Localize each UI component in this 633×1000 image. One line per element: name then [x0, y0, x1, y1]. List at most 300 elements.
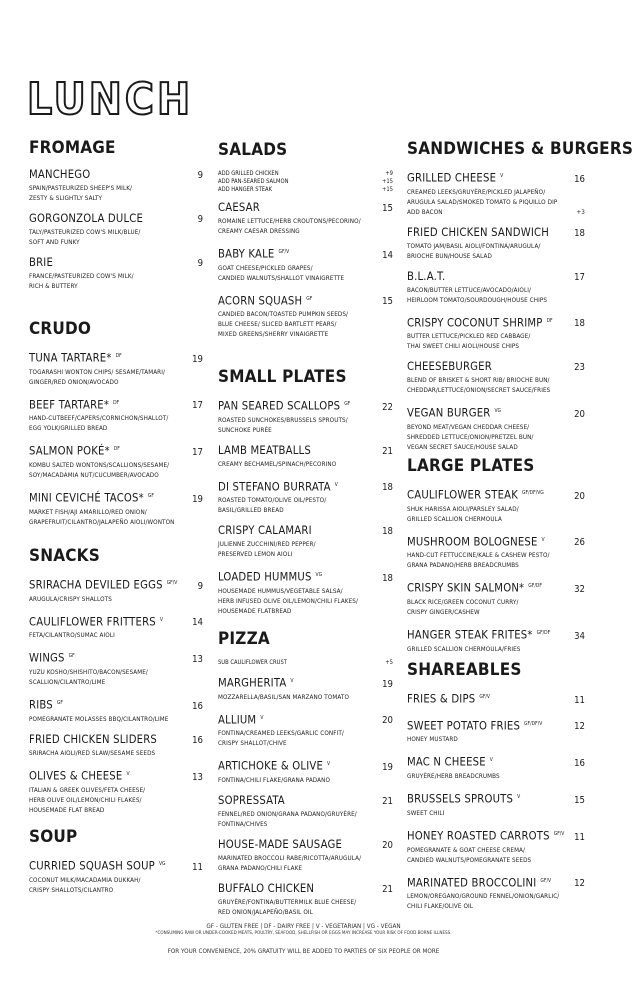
- menu-item: [407, 226, 585, 261]
- addon-price: +15: [381, 179, 393, 185]
- item-line: [29, 649, 203, 667]
- item-desc-line: HOUSEMADE HUMMUS/VEGETABLE SALSA/: [218, 588, 343, 596]
- item-price: 11: [574, 694, 585, 706]
- item-line: [29, 168, 203, 183]
- addon-list: [218, 659, 393, 667]
- item-desc-line: COCONUT MILK/MACADAMIA DUKKAH/: [29, 876, 141, 884]
- section-heading: SOUP: [29, 827, 78, 847]
- item-name-text: PAN SEARED SCALLOPS: [218, 399, 341, 413]
- item-line: [29, 212, 203, 227]
- item-line: [218, 568, 393, 586]
- item-desc-line: GINGER/RED ONION/AVOCADO: [29, 378, 119, 386]
- item-desc-line: ROMAINE LETTUCE/HERB CROUTONS/PECORINO/: [218, 218, 361, 225]
- item-desc-line: SWEET CHILI: [407, 809, 445, 817]
- item-desc-line: ITALIAN & GREEK OLIVES/FETA CHEESE/: [29, 786, 146, 794]
- menu-title: LUNCH: [27, 74, 194, 125]
- menu-item: [218, 838, 393, 873]
- item-price: 21: [382, 796, 393, 808]
- item-price: 18: [382, 573, 393, 585]
- item-price: 23: [574, 362, 585, 374]
- item-name: [407, 827, 564, 844]
- item-desc-line: BACON/BUTTER LETTUCE/AVOCADO/AIOLI/: [407, 286, 531, 294]
- item-name: [407, 314, 553, 331]
- menu-item: [29, 256, 203, 291]
- menu-item: [218, 882, 393, 917]
- addon-label: SUB CAULIFLOWER CRUST: [218, 660, 287, 666]
- dietary-legend: GF - GLUTEN FREE | DF - DAIRY FREE | V - VEGETARIAN | VG - VEGAN: [206, 923, 401, 930]
- menu-item: [407, 314, 585, 352]
- item-desc-line: VEGAN SECRET SAUCE/HOUSE SALAD: [407, 444, 518, 452]
- menu-item: [29, 442, 203, 480]
- menu-item: [407, 169, 585, 217]
- item-desc-line: HAND-CUT FETTUCCINE/KALE & CASHEW PESTO/: [407, 552, 550, 560]
- item-desc-line: ROASTED SUNCHOKES/BRUSSELS SPROUTS/: [218, 416, 348, 424]
- menu-item: [407, 270, 585, 305]
- section-pizza: [218, 629, 393, 926]
- section-heading: LARGE PLATES: [407, 456, 535, 476]
- item-line: [29, 733, 203, 748]
- item-line: [29, 489, 203, 507]
- item-desc-line: THAI SWEET CHILI AIOLI/HOUSE CHIPS: [407, 343, 520, 351]
- item-price: 20: [574, 490, 585, 502]
- item-name: [29, 733, 157, 747]
- item-desc-line: CHILI FLAKE/OLIVE OIL: [407, 903, 474, 911]
- item-desc-line: MARKET FISH/AJI AMARILLO/RED ONION/: [29, 508, 147, 516]
- item-desc-line: CRISPY GINGER/CASHEW: [407, 609, 480, 617]
- item-desc-line: CANDIED BACON/TOASTED PUMPKIN SEEDS/: [218, 311, 349, 319]
- dietary-tag: VG: [158, 861, 166, 867]
- item-desc-line: GOAT CHEESE/PICKLED GRAPES/: [218, 264, 313, 272]
- dietary-tag: GF: [306, 295, 313, 302]
- item-name-text: MUSHROOM BOLOGNESE: [407, 535, 538, 549]
- dietary-tag: V: [541, 536, 545, 543]
- item-price: 19: [192, 493, 203, 505]
- menu-item: [29, 349, 203, 387]
- menu-item: [407, 404, 585, 452]
- menu-item: [29, 733, 203, 758]
- item-name: [407, 360, 492, 374]
- item-desc-line: SHREDDED LETTUCE/ONION/PRETZEL BUN/: [407, 434, 534, 442]
- menu-item: [218, 568, 393, 616]
- menu-item: [218, 292, 393, 340]
- extra-price: +3: [576, 208, 585, 216]
- item-name: [218, 524, 312, 538]
- item-price: 32: [574, 584, 585, 596]
- item-name: [407, 717, 542, 734]
- item-name-text: GRILLED CHEESE: [407, 171, 497, 185]
- item-line: [218, 882, 393, 897]
- item-name: [218, 838, 342, 852]
- dietary-tag: GF: [56, 700, 63, 707]
- item-name-text: BUFFALO CHICKEN: [218, 882, 315, 896]
- item-name-text: CAULIFLOWER FRITTERS: [29, 615, 156, 629]
- menu-item: [29, 212, 203, 247]
- item-name-text: BRUSSELS SPROUTS: [407, 792, 514, 806]
- item-name: [29, 857, 166, 874]
- item-name-text: HANGER STEAK FRITES*: [407, 628, 533, 642]
- section-heading: SHAREABLES: [407, 660, 522, 680]
- item-line: [407, 690, 585, 708]
- item-desc-line: POMEGRANATE & GOAT CHEESE CREMA/: [407, 846, 526, 854]
- item-desc-line: HONEY MUSTARD: [407, 736, 458, 744]
- dietary-tag: GF/V: [540, 877, 552, 884]
- item-name-text: TUNA TARTARE*: [29, 351, 112, 365]
- item-name-text: MARINATED BROCCOLINI: [407, 876, 537, 890]
- item-name: [218, 444, 311, 458]
- item-line: [218, 201, 393, 216]
- item-desc-line: BUTTER LETTUCE/PICKLED RED CABBAGE/: [407, 333, 531, 341]
- dietary-tag: V: [334, 481, 338, 488]
- menu-item: [29, 613, 203, 641]
- item-desc-line: FONTINA/CREAMED LEEKS/GARLIC CONFIT/: [218, 730, 344, 738]
- item-desc-line: TALY/PASTEURIZED COW'S MILK/BLUE/: [29, 229, 141, 236]
- menu-item: [29, 767, 203, 815]
- item-desc-line: FONTINA/CHILI FLAKE/GRANA PADANO: [218, 777, 331, 785]
- dietary-tag: VG: [494, 408, 502, 415]
- menu-item: [407, 790, 585, 818]
- item-price: 26: [574, 537, 585, 549]
- item-price: 13: [192, 771, 203, 783]
- dietary-tag: GF/V: [479, 694, 490, 700]
- item-desc-line: HERB INFUSED OLIVE OIL/LEMON/CHILI FLAKES/: [218, 598, 359, 606]
- item-desc-line: BLACK RICE/GREEN COCONUT CURRY/: [407, 599, 519, 607]
- addon-price: +9: [385, 171, 393, 177]
- item-desc-line: CRISPY SHALLOT/CHIVE: [218, 740, 287, 748]
- item-price: 19: [382, 762, 393, 774]
- item-desc-line: SUNCHOKE PURÉE: [218, 426, 272, 434]
- item-name: [407, 579, 542, 596]
- item-desc-line: PRESERVED LEMON AIOLI: [218, 551, 293, 559]
- section-salads: [218, 140, 393, 348]
- item-desc-line: CRISPY SHALLOTS/CILANTRO: [29, 886, 114, 894]
- item-desc-line: MARINATED BROCCOLI RABE/RICOTTA/ARUGULA/: [218, 855, 362, 863]
- addon-row: [218, 178, 393, 186]
- item-line: [29, 576, 203, 594]
- item-name: [29, 349, 122, 366]
- item-desc-line: GRILLED SCALLION CHERMOULA/FRIES: [407, 645, 521, 653]
- item-price: 12: [574, 878, 585, 890]
- dietary-tag: GF: [344, 401, 351, 407]
- item-line: [29, 613, 203, 631]
- item-price: 15: [574, 794, 585, 806]
- item-price: 13: [192, 654, 203, 666]
- item-price: 9: [197, 580, 203, 592]
- section-small-plates: [218, 367, 393, 625]
- item-name-text: GORGONZOLA DULCE: [29, 212, 144, 225]
- dietary-tag: V: [260, 714, 264, 721]
- item-desc-line: ROASTED TOMATO/OLIVE OIL/PESTO/: [218, 497, 327, 505]
- item-name: [29, 767, 130, 784]
- menu-item: [29, 396, 203, 434]
- menu-item: [218, 794, 393, 829]
- dietary-tag: GF/DF: [528, 583, 542, 590]
- menu-item: [407, 360, 585, 395]
- dietary-tag: V: [500, 173, 504, 179]
- menu-item: [29, 576, 203, 604]
- item-desc-line: FENNEL/RED ONION/GRANA PADANO/GRUYÈRE/: [218, 811, 357, 819]
- item-desc-line: BLEND OF BRISKET & SHORT RIB/ BRIOCHE BUN/: [407, 377, 550, 385]
- item-desc-line: ARUGULA/CRISPY SHALLOTS: [29, 595, 112, 603]
- section-soup: [29, 827, 203, 904]
- menu-item: [218, 444, 393, 469]
- item-name-text: CHEESEBURGER: [407, 360, 492, 374]
- item-desc-line: MOZZARELLA/BASIL/SAN MARZANO TOMATO: [218, 693, 350, 701]
- item-desc-line: FETA/CILANTRO/SUMAC AIOLI: [29, 632, 115, 640]
- item-desc-line: CANDIED WALNUTS/SHALLOT VINAIGRETTE: [218, 274, 345, 282]
- item-desc-line: EGG YOLK/GRILLED BREAD: [29, 425, 108, 433]
- menu-item: [29, 168, 203, 203]
- dietary-tag: VG: [315, 572, 323, 579]
- item-name-text: CRISPY SKIN SALMON*: [407, 582, 525, 596]
- item-desc-line: TOMATO JAM/BASIL AIOLI/FONTINA/ARUGULA/: [407, 242, 541, 250]
- section-heading: SALADS: [218, 140, 288, 160]
- item-name-text: VEGAN BURGER: [407, 407, 491, 421]
- section-shareables: [407, 660, 585, 920]
- item-line: [407, 874, 585, 892]
- item-name-text: MARGHERITA: [218, 676, 287, 690]
- item-name: [218, 882, 314, 896]
- item-line: [218, 245, 393, 263]
- item-price: 17: [574, 271, 585, 283]
- item-price: 34: [574, 630, 585, 642]
- item-desc-line: BEYOND MEAT/VEGAN CHEDDAR CHEESE/: [407, 424, 530, 432]
- dietary-tag: V: [327, 761, 331, 768]
- menu-item: [218, 757, 393, 785]
- item-desc-line: CHEDDAR/LETTUCE/ONION/SECRET SAUCE/FRIES: [407, 387, 551, 395]
- item-line: [407, 486, 585, 504]
- item-line: [407, 226, 585, 241]
- item-line: [218, 292, 393, 310]
- item-line: [29, 442, 203, 460]
- item-name-text: HONEY ROASTED CARROTS: [407, 829, 550, 843]
- item-desc-line: BASIL/GRILLED BREAD: [218, 507, 284, 515]
- item-desc-line: SHUK HARISSA AIOLI/PARSLEY SALAD/: [407, 505, 519, 513]
- item-desc-line: CREAMED LEEKS/GRUYÈRE/PICKLED JALAPEÑO/: [407, 188, 546, 196]
- item-name: [407, 753, 493, 770]
- item-line: [29, 256, 203, 271]
- item-line: [218, 838, 393, 853]
- item-desc-line: FRANCE/PASTEURIZED COW'S MILK/: [29, 273, 134, 280]
- item-name: [407, 626, 550, 643]
- item-name: [218, 478, 338, 495]
- menu-item: [218, 711, 393, 749]
- addon-list: [218, 170, 393, 194]
- menu-item: [218, 478, 393, 516]
- item-desc-line: GRANA PADANO/HERB BREADCRUMBS: [407, 562, 519, 570]
- dietary-tag: GF/DF/V: [524, 720, 543, 727]
- dietary-tag: DF: [115, 353, 122, 359]
- section-heading: SNACKS: [29, 546, 100, 566]
- item-name-text: CAESAR: [218, 201, 260, 214]
- item-desc-line: HOUSEMADE FLAT BREAD: [29, 806, 105, 814]
- item-name: [29, 212, 143, 226]
- item-line: [407, 404, 585, 422]
- menu-item: [218, 201, 393, 236]
- item-desc-line: ARUGULA SALAD/SMOKED TOMATO & PIQUILLO DIP: [407, 198, 558, 206]
- dietary-tag: V: [290, 678, 294, 684]
- item-name-text: DI STEFANO BURRATA: [218, 480, 331, 494]
- section-heading: CRUDO: [29, 319, 92, 339]
- item-line: [407, 360, 585, 375]
- addon-row: [218, 659, 393, 667]
- menu-item: [407, 486, 585, 524]
- menu-item: [407, 717, 585, 745]
- menu-item: [29, 649, 203, 687]
- item-desc-line: HOUSEMADE FLATBREAD: [218, 608, 292, 616]
- item-desc-line: CREAMY CAESAR DRESSING: [218, 228, 300, 235]
- section-heading: SANDWICHES & BURGERS: [407, 139, 633, 159]
- item-name: [29, 576, 177, 593]
- item-name: [407, 404, 501, 421]
- item-desc-line: BRIOCHE BUN/HOUSE SALAD: [407, 252, 492, 260]
- item-line: [407, 533, 585, 551]
- dietary-tag: V: [489, 757, 493, 764]
- addon-row: [218, 186, 393, 194]
- dietary-tag: V: [517, 794, 521, 801]
- dietary-tag: GF/V: [166, 580, 178, 586]
- item-price: 14: [192, 617, 203, 629]
- section-heading: FROMAGE: [29, 138, 116, 158]
- item-line: [407, 314, 585, 332]
- item-name: [218, 568, 322, 585]
- item-desc-line: GRILLED SCALLION CHERMOULA: [407, 515, 502, 523]
- item-line: [29, 857, 203, 875]
- item-name-text: SOPRESSATA: [218, 794, 285, 808]
- menu-item: [407, 579, 585, 617]
- item-name-text: CRISPY CALAMARI: [218, 524, 312, 538]
- addon-row: [218, 170, 393, 178]
- section-heading: SMALL PLATES: [218, 367, 347, 387]
- item-name: [218, 201, 260, 215]
- item-name: [218, 397, 350, 414]
- item-name: [29, 489, 154, 506]
- item-name: [407, 270, 445, 284]
- item-price: 12: [574, 721, 585, 733]
- item-price: 18: [574, 318, 585, 330]
- item-desc-line: SPAIN/PASTEURIZED SHEEP'S MILK/: [29, 185, 133, 192]
- menu-item: [407, 827, 585, 865]
- item-name-text: WINGS: [29, 652, 65, 666]
- item-name: [407, 169, 503, 186]
- addon-label: ADD GRILLED CHICKEN: [218, 171, 279, 177]
- item-line: [29, 349, 203, 367]
- item-line: [218, 674, 393, 692]
- item-name-text: RIBS: [29, 698, 53, 712]
- item-line: [218, 757, 393, 775]
- section-sandwiches-burgers: [407, 139, 633, 461]
- item-desc-line: GRUYÈRE/FONTINA/BUTTERMILK BLUE CHEESE/: [218, 899, 357, 907]
- addon-label: ADD HANGER STEAK: [218, 187, 273, 193]
- item-name-text: SALMON POKÉ*: [29, 445, 110, 459]
- menu-item: [407, 626, 585, 654]
- item-line: [218, 444, 393, 459]
- item-name-text: BABY KALE: [218, 247, 275, 261]
- menu-item: [29, 696, 203, 724]
- item-line: [407, 579, 585, 597]
- menu-item: [407, 690, 585, 708]
- item-price: 18: [382, 482, 393, 494]
- item-name-text: FRIED CHICKEN SANDWICH: [407, 225, 550, 239]
- item-desc-line: KOMBU SALTED WONTONS/SCALLIONS/SESAME/: [29, 462, 170, 470]
- section-crudo: [29, 319, 203, 536]
- item-desc-line: GRAPEFRUIT/CILANTRO/JALAPEÑO AIOLI/WONTON: [29, 518, 175, 526]
- dietary-tag: GF: [68, 653, 75, 660]
- item-price: 18: [382, 526, 393, 538]
- item-name: [218, 292, 312, 309]
- item-desc-line: ZESTY & SLIGHTLY SALTY: [29, 195, 103, 202]
- item-price: 20: [382, 715, 393, 727]
- item-name-text: ACORN SQUASH: [218, 294, 303, 308]
- item-name: [29, 649, 75, 666]
- menu-item: [29, 489, 203, 527]
- item-line: [218, 478, 393, 496]
- item-name: [407, 226, 549, 240]
- item-line: [218, 524, 393, 539]
- addon-price: +5: [385, 660, 393, 666]
- item-desc-line: CANDIED WALNUTS/POMEGRANATE SEEDS: [407, 856, 532, 864]
- dietary-tag: GF/V: [278, 249, 290, 255]
- item-name: [29, 442, 120, 459]
- item-price: 16: [192, 700, 203, 712]
- item-desc-line: TOGARASHI WONTON CHIPS/ SESAME/TAMARI/: [29, 368, 165, 376]
- item-name-text: FRIES & DIPS: [407, 692, 476, 706]
- item-desc-line: RICH & BUTTERY: [29, 283, 78, 290]
- item-price: 19: [192, 353, 203, 365]
- item-name-text: ARTICHOKE & OLIVE: [218, 760, 324, 774]
- item-name-text: SWEET POTATO FRIES: [407, 719, 521, 733]
- item-price: 19: [382, 678, 393, 690]
- gratuity-note: FOR YOUR CONVENIENCE, 20% GRATUITY WILL BE ADDED TO PARTIES OF SIX PEOPLE OR MORE: [167, 948, 440, 955]
- item-desc-line: HAND-CUTBEEF/CAPERS/CORNICHON/SHALLOT/: [29, 415, 169, 423]
- item-desc-line: JULIENNE ZUCCHINI/RED PEPPER/: [218, 541, 316, 549]
- item-line: [407, 169, 585, 187]
- item-line: [407, 827, 585, 845]
- item-name-text: MINI CEVICHÉ TACOS*: [29, 491, 144, 505]
- item-price: 9: [197, 214, 203, 225]
- item-price: 15: [382, 296, 393, 308]
- item-line: [407, 753, 585, 771]
- item-price: 9: [197, 258, 203, 269]
- item-desc-line: SCALLION/CILANTRO/LIME: [29, 679, 106, 687]
- item-desc-line: SOFT AND FUNKY: [29, 239, 80, 246]
- item-name-text: LOADED HUMMUS: [218, 571, 312, 585]
- item-price: 21: [382, 445, 393, 457]
- menu-item: [218, 245, 393, 283]
- item-price: 18: [574, 227, 585, 239]
- item-name-text: OLIVES & CHEESE: [29, 769, 123, 783]
- addon-price: +15: [381, 187, 393, 193]
- item-price: 20: [382, 840, 393, 852]
- menu-item: [407, 753, 585, 781]
- dietary-tag: DF: [113, 446, 120, 453]
- item-price: 14: [382, 249, 393, 261]
- item-desc-line: ADD BACON: [407, 208, 443, 216]
- item-line: [407, 717, 585, 735]
- item-name: [218, 674, 294, 691]
- dietary-tag: GF/V: [553, 830, 565, 837]
- item-desc-line: RED ONION/JALAPEÑO/BASIL OIL: [218, 909, 313, 917]
- item-desc-line: SRIRACHA AIOLI/RED SLAW/SESAME SEEDS: [29, 749, 156, 757]
- section-fromage: [29, 138, 203, 300]
- item-name-text: LAMB MEATBALLS: [218, 443, 311, 457]
- item-price: 21: [382, 884, 393, 896]
- item-name: [218, 794, 285, 808]
- item-price: 9: [197, 170, 203, 181]
- item-name-text: HOUSE-MADE SAUSAGE: [218, 838, 343, 852]
- item-desc-line: GRANA PADANO/CHILI FLAKE: [218, 865, 303, 873]
- dietary-tag: GF/DF: [536, 630, 551, 637]
- item-name: [218, 245, 289, 262]
